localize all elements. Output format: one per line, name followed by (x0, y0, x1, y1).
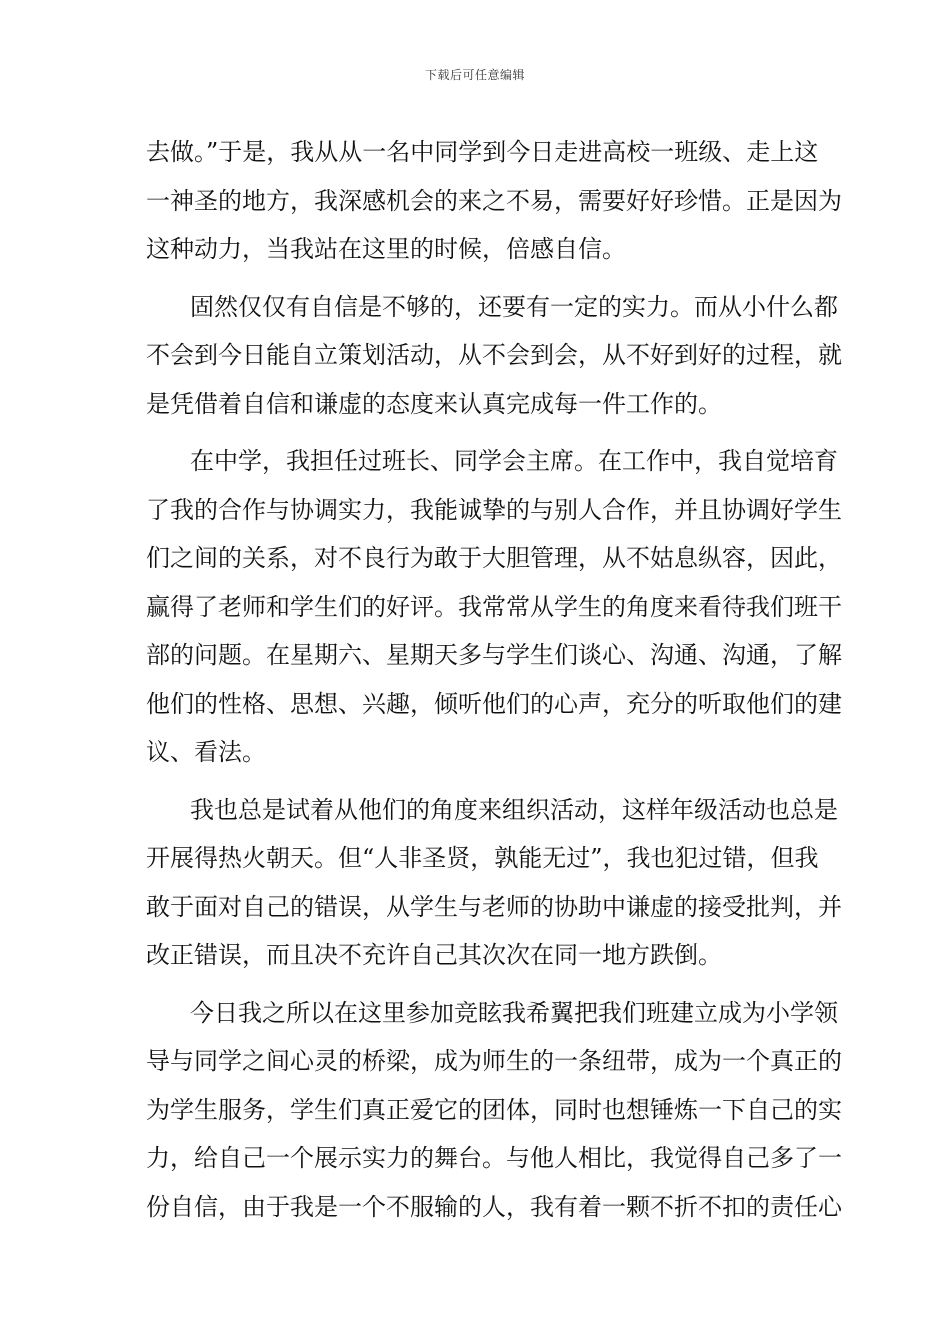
text-line: 不会到今日能自立策划活动，从不会到会，从不好到好的过程，就 (146, 341, 842, 369)
text-line: 为学生服务，学生们真正爱它的团体，同时也想锤炼一下自己的实 (146, 1095, 842, 1124)
text-line: 导与同学之间心灵的桥梁，成为师生的一条纽带，成为一个真正的 (146, 1047, 842, 1075)
text-line: 了我的合作与协调实力，我能诚挚的与别人合作，并且协调好学生 (146, 495, 842, 524)
text-line: 改正错误，而且决不充许自己其次次在同一地方跌倒。 (146, 941, 722, 969)
paragraph (146, 283, 842, 429)
paragraph (146, 989, 842, 1232)
text-line: 今日我之所以在这里参加竞眩我希翼把我们班建立成为小学领 (190, 998, 838, 1027)
paragraph (146, 128, 842, 274)
document-body (146, 128, 842, 1231)
text-line: 在中学，我担任过班长、同学会主席。在工作中，我自觉培育 (190, 447, 838, 475)
text-line: 部的问题。在星期六、星期天多与学生们谈心、沟通、沟通，了解 (146, 641, 842, 669)
text-line: 是凭借着自信和谦虚的态度来认真完成每一件工作的。 (146, 389, 722, 418)
text-line: 去做。”于是，我从从一名中同学到今日走进高校一班级、走上这 (146, 138, 819, 166)
text-line: 力，给自己一个展示实力的舞台。与他人相比，我觉得自己多了一 (146, 1144, 842, 1172)
page-header: 下载后可任意编辑 (424, 68, 525, 82)
text-line: 一神圣的地方，我深感机会的来之不易，需要好好珍惜。正是因为 (146, 186, 842, 215)
text-line: 份自信，由于我是一个不服输的人，我有着一颗不折不扣的责任心 (146, 1192, 842, 1221)
text-line: 这种动力，当我站在这里的时候，倍感自信。 (146, 235, 626, 263)
text-line: 议、看法。 (146, 738, 266, 766)
text-line: 他们的性格、思想、兴趣，倾听他们的心声，充分的听取他们的建 (146, 689, 842, 718)
text-line: 固然仅仅有自信是不够的，还要有一定的实力。而从小什么都 (190, 292, 838, 321)
paragraph (146, 786, 842, 980)
paragraph (146, 437, 842, 777)
text-line: 我也总是试着从他们的角度来组织活动，这样年级活动也总是 (190, 795, 838, 824)
text-line: 开展得热火朝天。但“人非圣贤，孰能无过”，我也犯过错，但我 (146, 844, 819, 872)
text-line: 敢于面对自己的错误，从学生与老师的协助中谦虚的接受批判，并 (146, 892, 842, 921)
text-line: 们之间的关系，对不良行为敢于大胆管理，从不姑息纵容，因此， (146, 544, 842, 572)
text-line: 赢得了老师和学生们的好评。我常常从学生的角度来看待我们班干 (146, 592, 842, 621)
